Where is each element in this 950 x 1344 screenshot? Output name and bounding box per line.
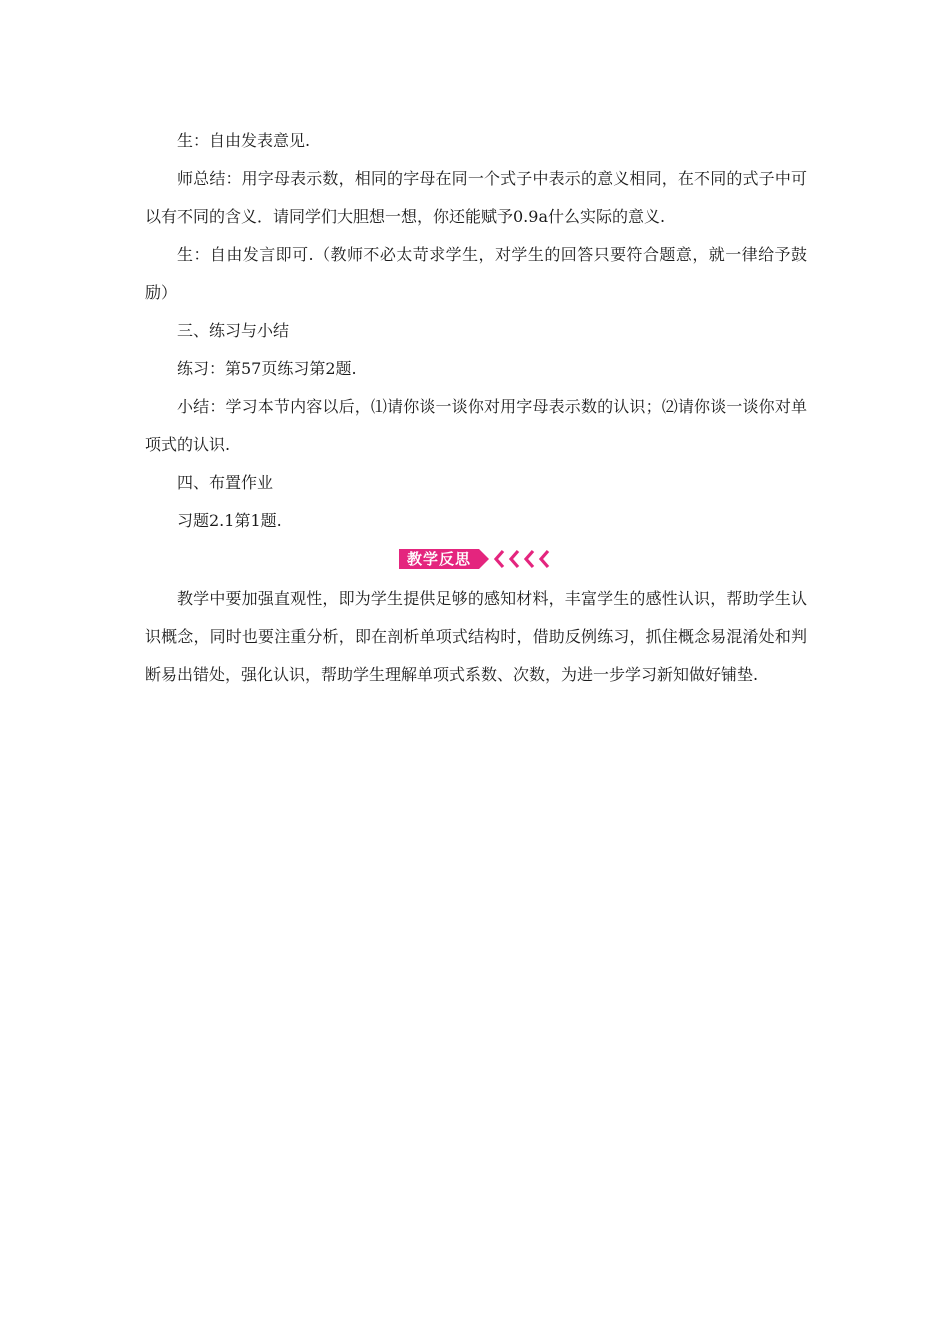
- paragraph-summary: 小结：学习本节内容以后，⑴请你谈一谈你对用字母表示数的认识；⑵请你谈一谈你对单项式的认识.: [145, 397, 807, 454]
- paragraph-homework: 习题2.1第1题.: [177, 511, 282, 530]
- reflection-banner-label: 教学反思: [399, 549, 479, 569]
- section-heading-practice: 三、练习与小结: [177, 321, 290, 340]
- paragraph-teacher-summary: 师总结：用字母表示数，相同的字母在同一个式子中表示的意义相同，在不同的式子中可以有不同的含义．请同学们大胆想一想，你还能赋予0.9a什么实际的意义.: [145, 169, 807, 226]
- reflection-banner-inner: [399, 549, 553, 569]
- paragraph-practice: 练习：第57页练习第2题.: [177, 359, 357, 378]
- paragraph-reflection: 教学中要加强直观性，即为学生提供足够的感知材料，丰富学生的感性认识，帮助学生认识概念，同时也要注重分析，即在剖析单项式结构时，借助反例练习，抓住概念易混淆处和判断易出错处，强化认识，帮助学生理解单项式系数、次数，为进一步学习新知做好铺垫.: [145, 589, 807, 684]
- document-body: [145, 122, 807, 694]
- paragraph-student-opinion: 生：自由发表意见.: [177, 131, 311, 150]
- chevron-left-icon: [493, 549, 553, 569]
- chevron-left-icon: [508, 549, 520, 569]
- paragraph-student-speak: 生：自由发言即可.（教师不必太苛求学生，对学生的回答只要符合题意，就一律给予鼓励）: [145, 245, 807, 302]
- chevron-left-icon: [493, 549, 505, 569]
- chevron-left-icon: [523, 549, 535, 569]
- reflection-banner: [145, 544, 807, 574]
- section-heading-homework: 四、布置作业: [177, 473, 274, 492]
- chevron-left-icon: [538, 549, 550, 569]
